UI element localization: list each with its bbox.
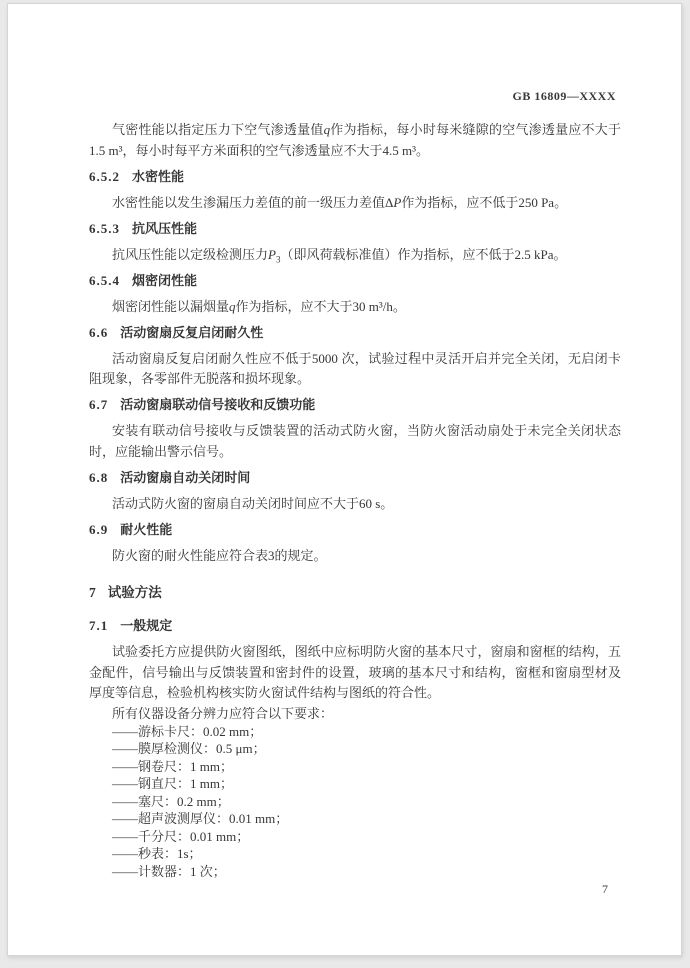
section-heading-6-5-4 (89, 271, 621, 292)
para-wind-pressure-post: （即风荷载标准值）作为指标，应不低于2.5 kPa。 (280, 246, 567, 262)
symbol-q: q (229, 298, 236, 314)
document-page (7, 3, 682, 956)
section-heading-6-5-2 (89, 167, 621, 188)
symbol-p: P (393, 194, 402, 210)
instrument-list (89, 723, 621, 881)
para-fire-resistance: 防火窗的耐火性能应符合表3的规定。 (112, 547, 327, 563)
standard-number-header: GB 16809—XXXX (512, 89, 616, 103)
list-item-film-thickness-gauge: ——膜厚检测仪：0.5 μm； (112, 741, 266, 756)
page-content (89, 89, 621, 880)
section-heading-6-8 (89, 468, 621, 489)
para-durability: 活动窗扇反复启闭耐久性应不低于5000 次，试验过程中灵活开启并完全关闭，无启闭卡阻现象，各零部件无脱落和损坏现象。 (89, 350, 621, 386)
chapter-title: 试验方法 (107, 585, 162, 600)
section-number: 6.7 (89, 397, 109, 412)
para-watertightness (89, 193, 621, 214)
list-item-steel-ruler: ——钢直尺：1 mm； (112, 776, 233, 791)
symbol-p3-subscript: 3 (275, 254, 281, 265)
section-title: 烟密闭性能 (132, 272, 198, 288)
section-number: 6.8 (89, 469, 109, 485)
chapter-heading-7 (89, 582, 621, 603)
para-general-provisions: 试验委托方应提供防火窗图纸，图纸中应标明防火窗的基本尺寸，窗扇和窗框的结构，五金配件，信号输出与反馈装置和密封件的设置，玻璃的基本尺寸和结构，窗框和窗扇型材及厚度等信息，检验机构核实防火窗试件结构与图纸的符合性。 (89, 644, 621, 700)
instrument-list-intro: 所有仪器设备分辨力应符合以下要求： (112, 705, 334, 721)
para-smoke-tightness-pre: 烟密闭性能以漏烟量 (112, 298, 230, 314)
list-item-feeler-gauge: ——塞尺：0.2 mm； (112, 793, 230, 809)
section-number: 6.5.2 (89, 168, 120, 184)
symbol-p3: P (268, 246, 276, 262)
para-smoke-tightness-post: 作为指标，应不大于30 m³/h。 (235, 298, 406, 314)
section-number: 6.5.4 (89, 272, 120, 288)
chapter-number: 7 (89, 585, 96, 600)
para-wind-pressure (89, 245, 621, 266)
section-title: 抗风压性能 (132, 220, 198, 236)
para-wind-pressure-pre: 抗风压性能以定级检测压力 (112, 246, 269, 262)
list-item-ultrasonic-thickness-gauge: ——超声波测厚仪：0.01 mm； (112, 811, 289, 826)
section-heading-6-6 (89, 323, 621, 344)
list-item-micrometer: ——千分尺：0.01 mm； (112, 828, 250, 844)
para-smoke-tightness (89, 297, 621, 318)
section-number: 7.1 (89, 618, 109, 633)
para-airtightness-post: 作为指标，每小时每米缝隙的空气渗透量应不大于1.5 m³，每小时每平方米面积的空气渗透量应不大于4.5 m³。 (89, 122, 621, 158)
section-title: 一般规定 (120, 618, 173, 633)
list-item-steel-tape: ——钢卷尺：1 mm； (112, 758, 233, 774)
page-number: 7 (602, 882, 608, 896)
section-title: 活动窗扇联动信号接收和反馈功能 (120, 397, 316, 412)
section-heading-6-7 (89, 395, 621, 416)
para-watertightness-post: 作为指标，应不低于250 Pa。 (401, 194, 568, 210)
section-heading-6-5-3 (89, 219, 621, 240)
section-title: 活动窗扇反复启闭耐久性 (120, 324, 264, 340)
section-number: 6.9 (89, 521, 109, 537)
para-watertightness-pre: 水密性能以发生渗漏压力差值的前一级压力差值Δ (112, 194, 394, 210)
para-auto-close-time: 活动式防火窗的窗扇自动关闭时间应不大于60 s。 (112, 495, 394, 511)
symbol-q: q (323, 122, 331, 137)
para-signal-feedback: 安装有联动信号接收与反馈装置的活动式防火窗，当防火窗活动扇处于未完全关闭状态时，应能输出警示信号。 (89, 423, 621, 459)
section-heading-6-9 (89, 520, 621, 541)
list-item-stopwatch: ——秒表：1s； (112, 846, 202, 861)
section-number: 6.5.3 (89, 220, 120, 236)
para-airtightness (89, 120, 621, 161)
list-item-vernier-caliper: ——游标卡尺：0.02 mm； (112, 723, 263, 739)
para-airtightness-pre: 气密性能以指定压力下空气渗透量值 (112, 122, 324, 137)
section-title: 水密性能 (132, 168, 185, 184)
section-number: 6.6 (89, 324, 109, 340)
section-title: 耐火性能 (120, 521, 173, 537)
list-item-counter: ——计数器：1 次； (112, 863, 226, 879)
section-heading-7-1 (89, 616, 621, 637)
section-title: 活动窗扇自动关闭时间 (120, 469, 251, 485)
